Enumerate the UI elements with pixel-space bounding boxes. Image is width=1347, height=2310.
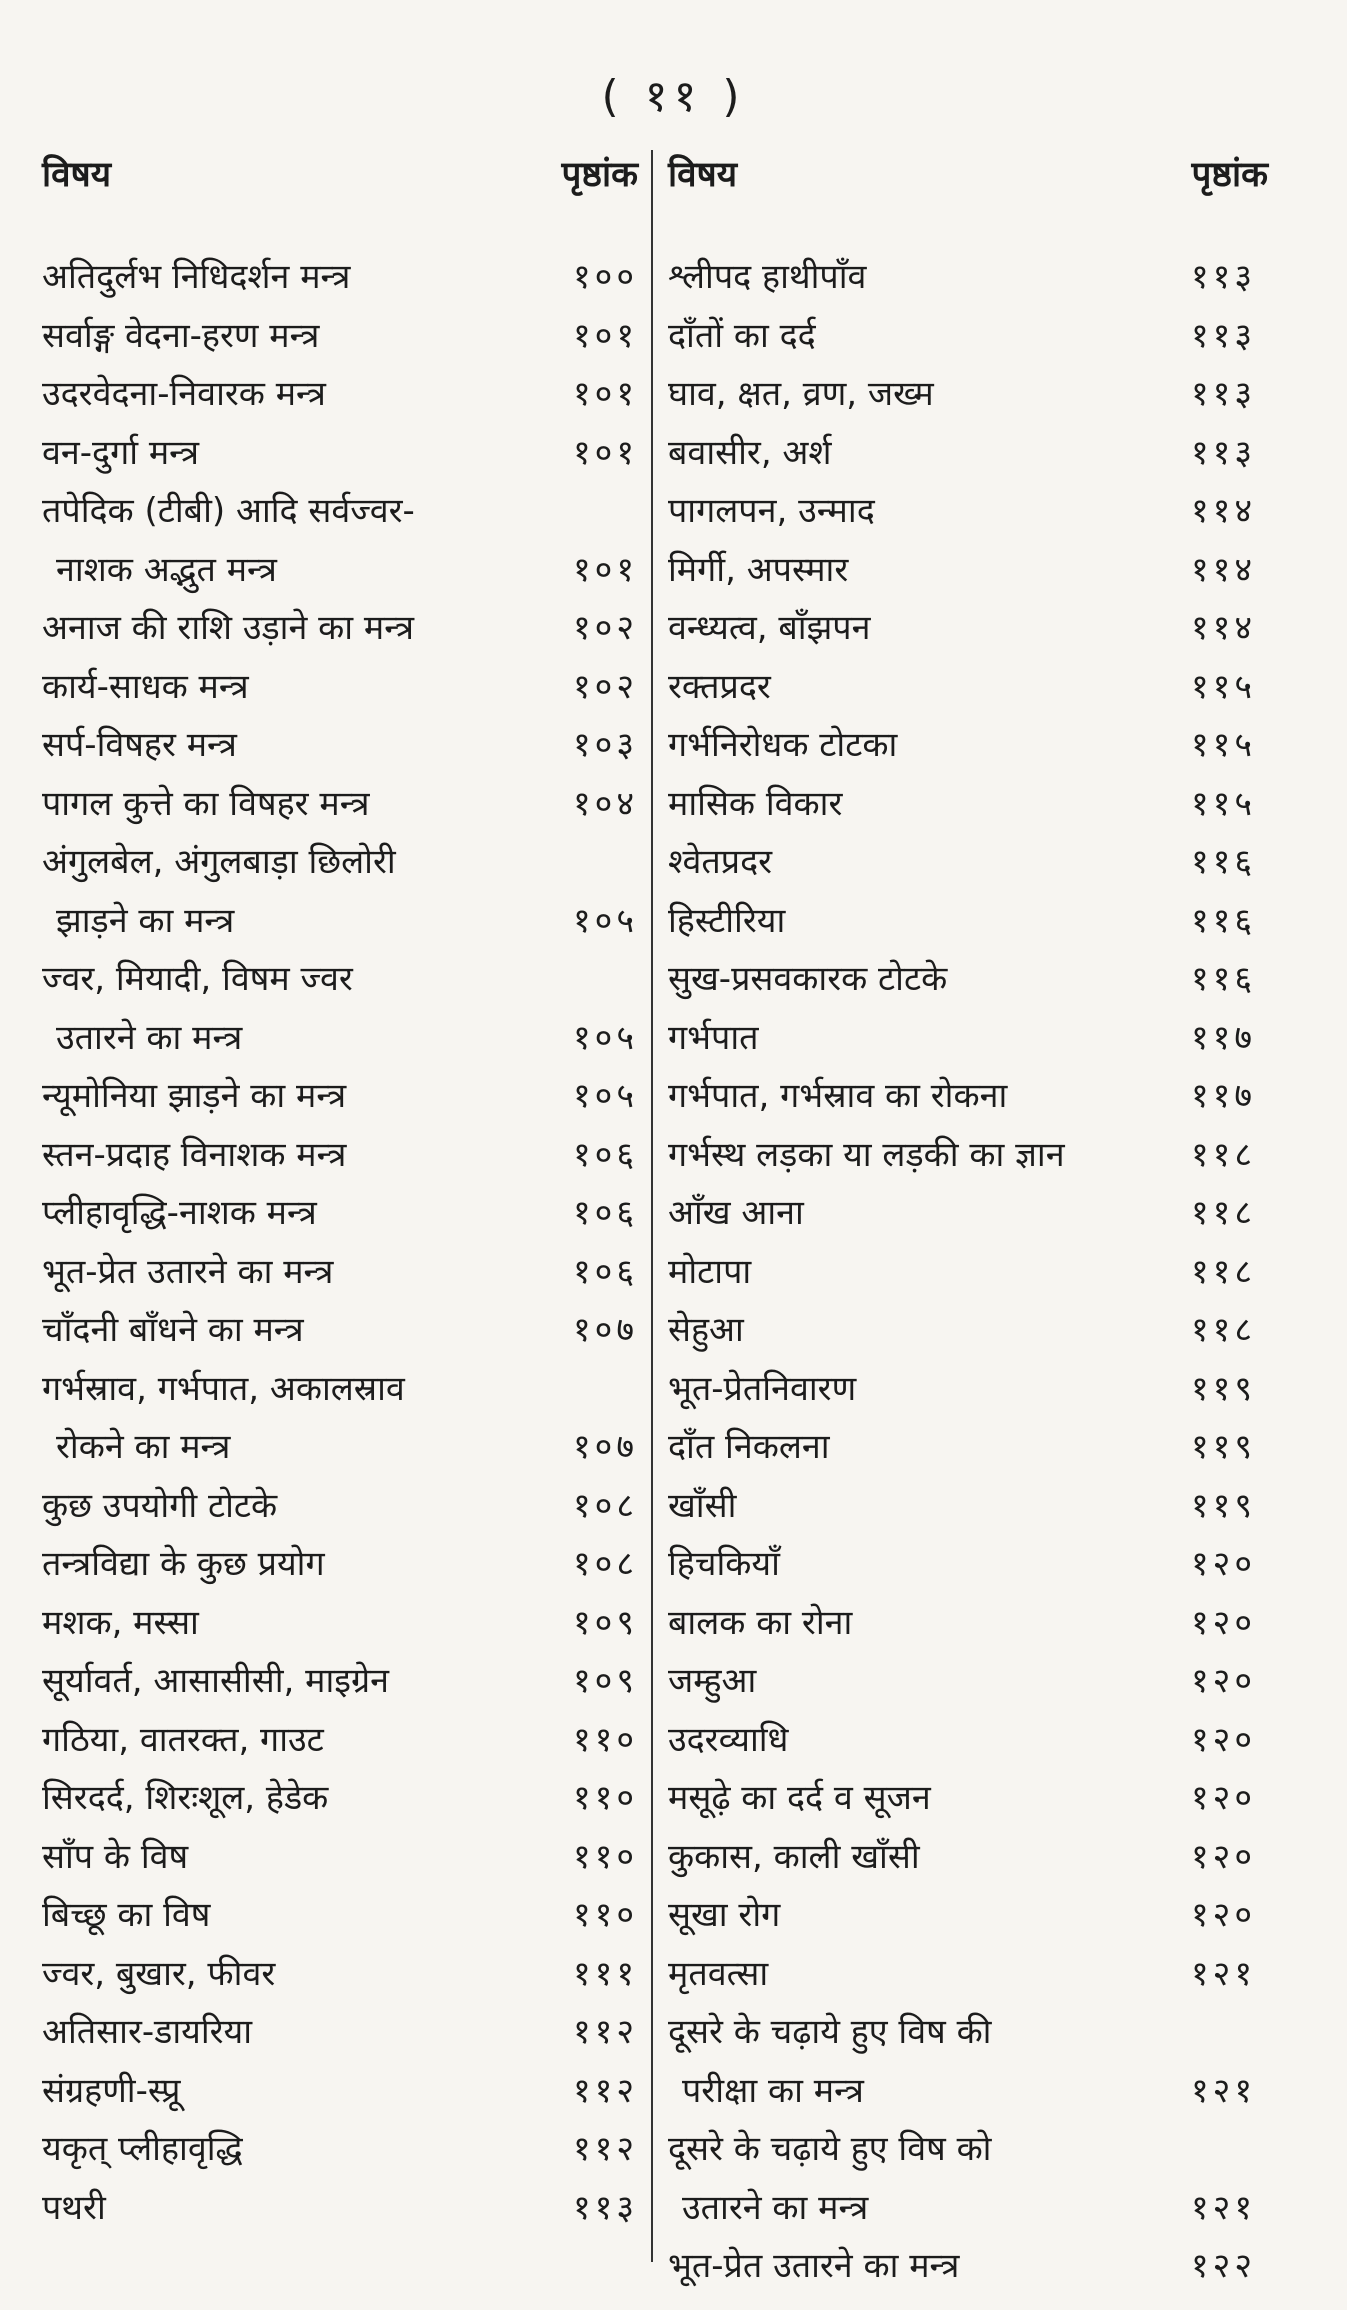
entry-title-line: तन्त्रविद्या के कुछ प्रयोग [42, 1544, 325, 1584]
toc-entry [668, 482, 1268, 541]
entry-title-line: हिस्टीरिया [668, 900, 786, 941]
entry-title-line: प्लीहावृद्धि-नाशक मन्त्र [42, 1193, 317, 1233]
entry-page-number: १०८ [572, 1544, 638, 1584]
entry-title [668, 248, 1191, 307]
entry-page-number: ११६ [1190, 959, 1256, 999]
entry-title [668, 599, 1191, 658]
entry-title [42, 1126, 573, 1185]
entry-title-line: सेहुआ [668, 1310, 744, 1350]
entry-title-line: भूत-प्रेत उतारने का मन्त्र [668, 2246, 960, 2286]
page-number: ( ११ ) [601, 71, 746, 122]
entry-page-number: १२० [1190, 1661, 1256, 1701]
toc-entry [668, 1184, 1268, 1243]
entry-title-line: उदरव्याधि [668, 1719, 789, 1760]
entry-title [42, 1535, 573, 1594]
toc-entry [668, 833, 1268, 892]
entry-title [668, 2237, 1191, 2296]
entry-title-line: आँख आना [668, 1193, 804, 1233]
entry-title-line: सुख-प्रसवकारक टोटके [668, 959, 948, 999]
entry-title-continuation: उतारने का मन्त्र [56, 1017, 243, 1058]
toc-entry [668, 2237, 1268, 2296]
toc-entry [668, 599, 1268, 658]
entry-title-line: जम्हुआ [668, 1661, 757, 1701]
entry-title-line: दाँतों का दर्द [668, 315, 816, 356]
entry-page-number: ११३ [1190, 432, 1256, 473]
entry-title [42, 1243, 573, 1302]
entry-title-line: उदरवेदना-निवारक मन्त्र [42, 374, 326, 414]
entry-title-line: मसूढ़े का दर्द व सूजन [668, 1778, 931, 1818]
entry-page-number: १०९ [572, 1661, 638, 1701]
entry-title [668, 2120, 1191, 2237]
toc-entry [42, 1652, 638, 1711]
entry-title-line: दूसरे के चढ़ाये हुए विष को [668, 2129, 992, 2169]
toc-entry [42, 1477, 638, 1536]
toc-entry [668, 1243, 1268, 1302]
entry-title [668, 1126, 1191, 1185]
entry-title-line: सर्प-विषहर मन्त्र [42, 725, 237, 765]
toc-entry [42, 1828, 638, 1887]
entry-title [42, 1594, 573, 1653]
entry-page-number: ११६ [1190, 900, 1256, 941]
entry-title [42, 2120, 573, 2179]
entry-title-line: हिचकियाँ [668, 1544, 780, 1584]
toc-entry [42, 248, 638, 307]
entry-title [42, 2179, 573, 2238]
left-header-subject: विषय [42, 155, 112, 195]
entry-title [668, 1184, 1191, 1243]
entry-title-line: अंगुलबेल, अंगुलबाड़ा छिलोरी [42, 842, 396, 882]
toc-entry [42, 775, 638, 834]
entry-page-number: १०४ [572, 783, 638, 824]
entry-title [42, 248, 573, 307]
entry-page-number: ११५ [1190, 783, 1256, 824]
entry-title [668, 1945, 1191, 2004]
toc-entry [668, 1769, 1268, 1828]
entry-title [42, 1945, 573, 2004]
toc-entry [668, 365, 1268, 424]
toc-entry [668, 892, 1268, 951]
toc-entry [668, 1418, 1268, 1477]
entry-page-number: ११७ [1190, 1076, 1256, 1116]
toc-entry [668, 1886, 1268, 1945]
entry-page-number: १२१ [1190, 2070, 1256, 2111]
right-entry-list [668, 248, 1268, 2296]
toc-entry [42, 1886, 638, 1945]
toc-entry [668, 1945, 1268, 2004]
toc-entry [668, 2120, 1268, 2237]
toc-entry [668, 541, 1268, 600]
entry-page-number: ११३ [1190, 315, 1256, 356]
entry-title [42, 307, 573, 366]
toc-entry [668, 950, 1268, 1009]
entry-title-line: गर्भपात, गर्भस्राव का रोकना [668, 1076, 1008, 1116]
entry-page-number: १२० [1190, 1544, 1256, 1584]
toc-entry [668, 775, 1268, 834]
entry-page-number: ११० [572, 1836, 638, 1877]
entry-page-number: ११९ [1190, 1427, 1256, 1467]
entry-page-number: ११२ [572, 2070, 638, 2111]
entry-page-number: ११९ [1190, 1368, 1256, 1409]
entry-title-line: संग्रहणी-स्प्रू [42, 2070, 181, 2111]
entry-page-number: ११५ [1190, 666, 1256, 707]
entry-page-number: १०९ [572, 1602, 638, 1643]
entry-title-line: पथरी [42, 2187, 106, 2228]
entry-page-number: ११३ [1190, 257, 1256, 297]
entry-page-number: १०६ [572, 1134, 638, 1175]
entry-title-line: बिच्छू का विष [42, 1895, 211, 1935]
entry-title [42, 2062, 573, 2121]
entry-page-number: १०५ [572, 900, 638, 941]
entry-page-number: १२० [1190, 1719, 1256, 1760]
toc-entry [668, 1535, 1268, 1594]
toc-entry [668, 1301, 1268, 1360]
entry-title [668, 892, 1191, 951]
entry-title-line: ज्वर, मियादी, विषम ज्वर [42, 959, 353, 999]
entry-page-number: १०१ [572, 432, 638, 473]
entry-title-line: तपेदिक (टीबी) आदि सर्वज्वर- [42, 491, 415, 531]
entry-title-line: सिरदर्द, शिरःशूल, हेडेक [42, 1778, 329, 1818]
right-header-page: पृष्ठांक [1191, 155, 1268, 195]
entry-title-line: अतिदुर्लभ निधिदर्शन मन्त्र [42, 257, 351, 297]
entry-page-number: ११५ [1190, 725, 1256, 765]
toc-entry [42, 1067, 638, 1126]
entry-title-line: गर्भस्थ लड़का या लड़की का ज्ञान [668, 1134, 1065, 1175]
toc-entry [42, 365, 638, 424]
entry-title-line: मासिक विकार [668, 783, 843, 824]
toc-entry [42, 833, 638, 950]
entry-title-line: न्यूमोनिया झाड़ने का मन्त्र [42, 1076, 347, 1116]
entry-title-line: घाव, क्षत, व्रण, जख्म [668, 374, 934, 414]
toc-entry [42, 1360, 638, 1477]
entry-page-number: १११ [572, 1953, 638, 1994]
entry-title-line: पागलपन, उन्माद [668, 491, 875, 531]
entry-title-line: अनाज की राशि उड़ाने का मन्त्र [42, 608, 415, 648]
entry-page-number: ११४ [1190, 549, 1256, 590]
entry-title [42, 482, 573, 599]
entry-title [42, 2003, 573, 2062]
entry-title-line: मशक, मस्सा [42, 1602, 199, 1643]
toc-entry [42, 1301, 638, 1360]
entry-title-line: भूत-प्रेत उतारने का मन्त्र [42, 1251, 334, 1292]
entry-title-line: पागल कुत्ते का विषहर मन्त्र [42, 783, 370, 824]
entry-title [668, 424, 1191, 483]
entry-page-number: ११९ [1190, 1485, 1256, 1526]
toc-entry [668, 1652, 1268, 1711]
toc-entry [42, 950, 638, 1067]
right-header [668, 150, 1268, 220]
toc-entry [668, 2003, 1268, 2120]
entry-page-number: १०८ [572, 1485, 638, 1526]
entry-title [668, 1535, 1191, 1594]
entry-page-number: ११० [572, 1778, 638, 1818]
entry-title [668, 1243, 1191, 1302]
entry-page-number: ११२ [572, 2129, 638, 2169]
entry-title [42, 1652, 573, 1711]
entry-title [668, 1477, 1191, 1536]
entry-title [668, 716, 1191, 775]
entry-title-line: वन-दुर्गा मन्त्र [42, 432, 200, 473]
entry-page-number: ११७ [1190, 1017, 1256, 1058]
toc-entry [42, 599, 638, 658]
toc-entry [42, 1594, 638, 1653]
entry-title-line: कुकास, काली खाँसी [668, 1836, 920, 1877]
entry-page-number: १२१ [1190, 2187, 1256, 2228]
entry-title-line: अतिसार-डायरिया [42, 2012, 253, 2052]
entry-title-line: चाँदनी बाँधने का मन्त्र [42, 1310, 304, 1350]
entry-title [42, 1828, 573, 1887]
entry-title [42, 716, 573, 775]
entry-title-line: मिर्गी, अपस्मार [668, 549, 849, 590]
toc-entry [668, 1711, 1268, 1770]
entry-title [42, 833, 573, 950]
entry-title [42, 1711, 573, 1770]
entry-page-number: ११६ [1190, 842, 1256, 882]
entry-title [668, 1594, 1191, 1653]
toc-entry [42, 1945, 638, 2004]
entry-page-number: १०६ [572, 1193, 638, 1233]
entry-page-number: १२० [1190, 1602, 1256, 1643]
entry-page-number: १०७ [572, 1310, 638, 1350]
entry-title-line: रक्तप्रदर [668, 666, 771, 707]
entry-title-line: साँप के विष [42, 1836, 189, 1877]
entry-title-line: सर्वाङ्ग वेदना-हरण मन्त्र [42, 315, 320, 356]
toc-entry [668, 424, 1268, 483]
toc-entry [42, 482, 638, 599]
entry-page-number: १२२ [1190, 2246, 1256, 2286]
entry-title [668, 1711, 1191, 1770]
toc-entry [668, 248, 1268, 307]
toc-entry [668, 716, 1268, 775]
entry-page-number: ११२ [572, 2012, 638, 2052]
entry-page-number: १०१ [572, 549, 638, 590]
entry-title-line: कार्य-साधक मन्त्र [42, 666, 249, 707]
entry-page-number: ११० [572, 1719, 638, 1760]
entry-title-line: सूर्यावर्त, आसासीसी, माइग्रेन [42, 1661, 390, 1701]
entry-title [42, 1769, 573, 1828]
entry-title-continuation: उतारने का मन्त्र [682, 2187, 869, 2228]
entry-page-number: १०५ [572, 1017, 638, 1058]
left-header [42, 150, 638, 220]
entry-title-continuation: परीक्षा का मन्त्र [682, 2070, 864, 2111]
entry-page-number: १०१ [572, 374, 638, 414]
entry-title [42, 1301, 573, 1360]
entry-title-line: यकृत् प्लीहावृद्धि [42, 2129, 243, 2169]
entry-title [42, 658, 573, 717]
toc-entry [668, 1828, 1268, 1887]
toc-entry [668, 658, 1268, 717]
entry-title [42, 365, 573, 424]
entry-title [42, 1067, 573, 1126]
entry-title-line: खाँसी [668, 1485, 737, 1526]
toc-entry [42, 1535, 638, 1594]
entry-title [668, 482, 1191, 541]
entry-title-line: कुछ उपयोगी टोटके [42, 1485, 278, 1526]
toc-entry [668, 307, 1268, 366]
entry-page-number: १०२ [572, 666, 638, 707]
entry-title-continuation: रोकने का मन्त्र [56, 1427, 231, 1467]
entry-page-number: १२० [1190, 1836, 1256, 1877]
entry-page-number: १०५ [572, 1076, 638, 1116]
entry-page-number: ११४ [1190, 608, 1256, 648]
toc-entry [42, 2179, 638, 2238]
entry-page-number: १०० [572, 257, 638, 297]
entry-title [668, 307, 1191, 366]
entry-page-number: १२० [1190, 1895, 1256, 1935]
entry-page-number: ११० [572, 1895, 638, 1935]
entry-page-number: १०२ [572, 608, 638, 648]
entry-title-line: बवासीर, अर्श [668, 432, 832, 473]
entry-page-number: १०७ [572, 1427, 638, 1467]
toc-entry [668, 1360, 1268, 1419]
entry-title-line: मृतवत्सा [668, 1953, 769, 1994]
entry-title [668, 1769, 1191, 1828]
entry-page-number: १२१ [1190, 1953, 1256, 1994]
toc-entry [42, 1243, 638, 1302]
entry-title [668, 2003, 1191, 2120]
entry-title-line: वन्ध्यत्व, बाँझपन [668, 608, 871, 648]
entry-title-line: श्लीपद हाथीपाँव [668, 257, 867, 297]
entry-page-number: १०६ [572, 1251, 638, 1292]
entry-page-number: ११८ [1190, 1310, 1256, 1350]
entry-page-number: ११८ [1190, 1193, 1256, 1233]
toc-entry [42, 424, 638, 483]
entry-title [668, 1828, 1191, 1887]
entry-title [668, 1067, 1191, 1126]
toc-entry [42, 2062, 638, 2121]
entry-title [42, 775, 573, 834]
entry-title-line: स्तन-प्रदाह विनाशक मन्त्र [42, 1134, 347, 1175]
entry-title [42, 1477, 573, 1536]
entry-page-number: १०३ [572, 725, 638, 765]
entry-title-line: ज्वर, बुखार, फीवर [42, 1953, 276, 1994]
right-header-subject: विषय [668, 155, 738, 195]
entry-page-number: १०१ [572, 315, 638, 356]
entry-title-line: गर्भस्राव, गर्भपात, अकालस्राव [42, 1368, 405, 1409]
toc-entry [42, 1711, 638, 1770]
toc-entry [668, 1594, 1268, 1653]
toc-entry [668, 1126, 1268, 1185]
entry-page-number: ११८ [1190, 1251, 1256, 1292]
entry-title-continuation: झाड़ने का मन्त्र [56, 900, 235, 941]
entry-page-number: ११३ [1190, 374, 1256, 414]
right-column [668, 150, 1268, 2296]
entry-title [42, 1886, 573, 1945]
entry-title [42, 599, 573, 658]
toc-entry [668, 1067, 1268, 1126]
entry-title [668, 658, 1191, 717]
entry-title [42, 1360, 573, 1477]
entry-title [668, 1301, 1191, 1360]
toc-entry [42, 658, 638, 717]
entry-title [668, 833, 1191, 892]
toc-entry [668, 1009, 1268, 1068]
entry-title-line: गर्भपात [668, 1017, 759, 1058]
entry-title [668, 1652, 1191, 1711]
entry-title [668, 950, 1191, 1009]
entry-title-continuation: नाशक अद्भुत मन्त्र [56, 549, 277, 590]
column-divider [651, 150, 653, 2262]
entry-title-line: भूत-प्रेतनिवारण [668, 1368, 857, 1409]
entry-title [668, 1360, 1191, 1419]
left-entry-list [42, 248, 638, 2237]
entry-title-line: सूखा रोग [668, 1895, 781, 1935]
entry-title-line: गर्भनिरोधक टोटका [668, 725, 898, 765]
entry-title [668, 1418, 1191, 1477]
toc-entry [42, 1769, 638, 1828]
entry-title [42, 424, 573, 483]
toc-entry [42, 307, 638, 366]
entry-title [668, 775, 1191, 834]
entry-page-number: ११४ [1190, 491, 1256, 531]
left-header-page: पृष्ठांक [561, 155, 638, 195]
entry-title-line: गठिया, वातरक्त, गाउट [42, 1719, 324, 1760]
entry-page-number: ११८ [1190, 1134, 1256, 1175]
entry-title-line: मोटापा [668, 1251, 752, 1292]
left-column [42, 150, 638, 2237]
entry-page-number: ११३ [572, 2187, 638, 2228]
entry-title-line: बालक का रोना [668, 1602, 853, 1643]
entry-title [42, 950, 573, 1067]
toc-entry [668, 1477, 1268, 1536]
entry-title-line: दाँत निकलना [668, 1427, 830, 1467]
entry-title [668, 365, 1191, 424]
entry-title [668, 1886, 1191, 1945]
entry-title [42, 1184, 573, 1243]
entry-title [668, 1009, 1191, 1068]
toc-entry [42, 1126, 638, 1185]
toc-entry [42, 2120, 638, 2179]
entry-title-line: दूसरे के चढ़ाये हुए विष की [668, 2012, 992, 2052]
entry-title [668, 541, 1191, 600]
toc-entry [42, 1184, 638, 1243]
entry-title-line: श्वेतप्रदर [668, 842, 773, 882]
entry-page-number: १२० [1190, 1778, 1256, 1818]
toc-entry [42, 2003, 638, 2062]
toc-entry [42, 716, 638, 775]
